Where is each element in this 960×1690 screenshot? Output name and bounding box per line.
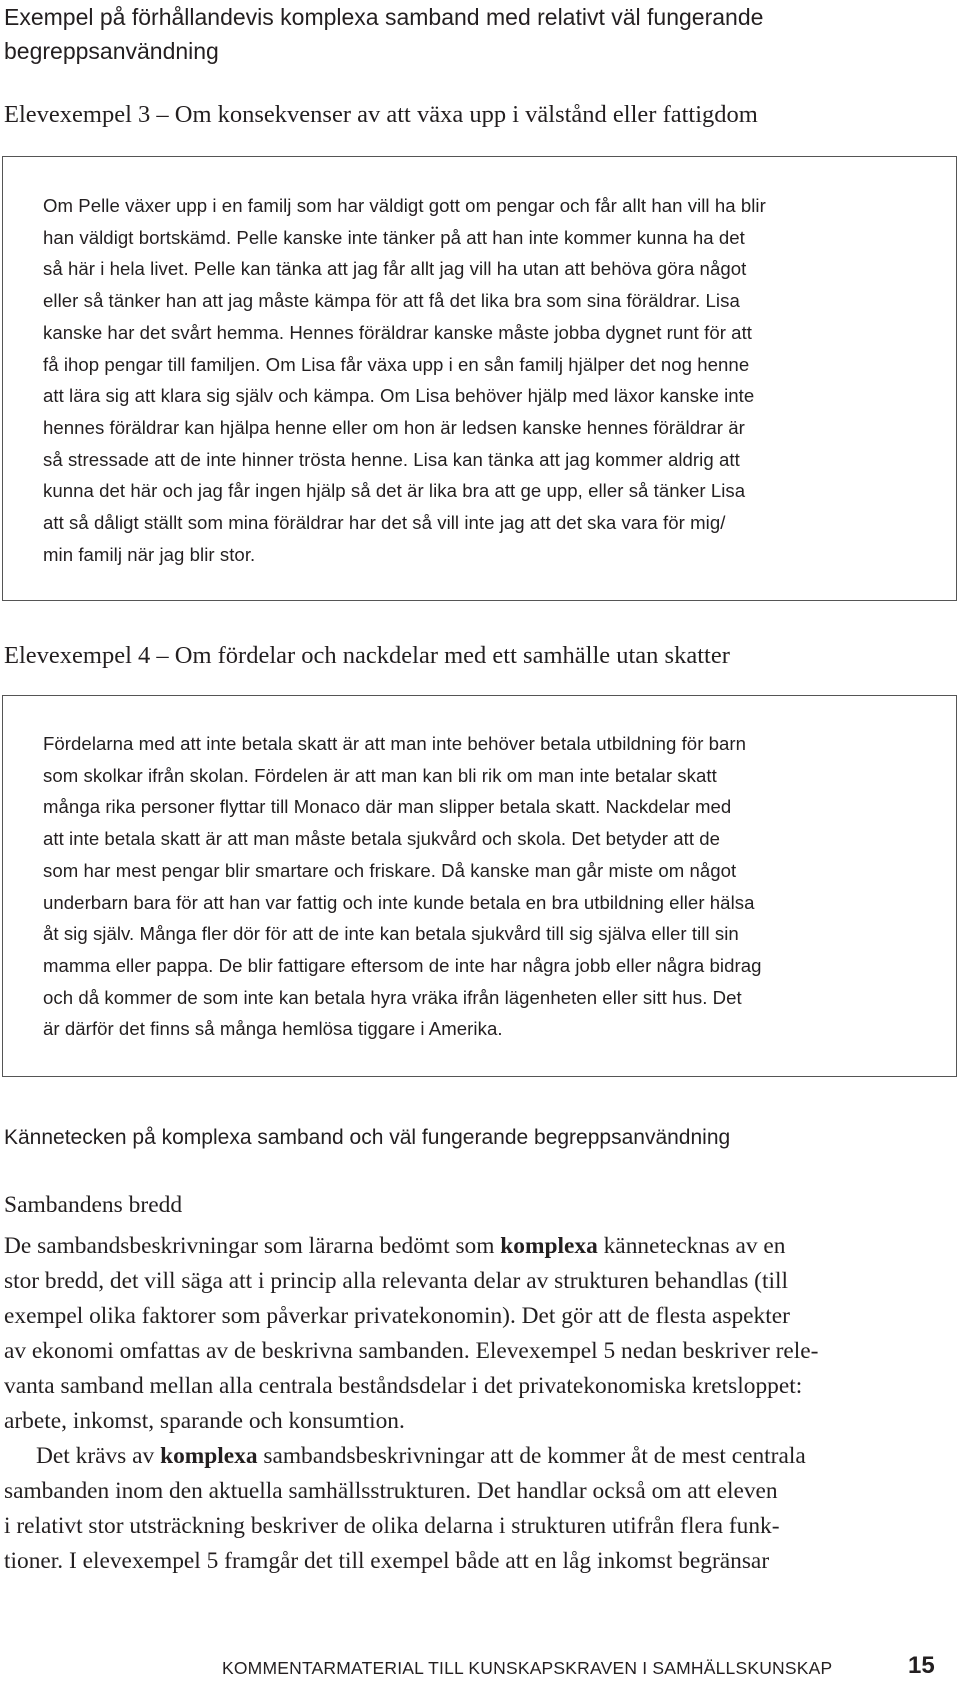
example-3-line: få ihop pengar till familjen. Om Lisa får växa upp i en sån familj hjälper det nog henne [43, 353, 750, 375]
example-4-line: och då kommer de som inte kan betala hyra vräka ifrån lägenheten eller sitt hus. Det [43, 986, 742, 1008]
example-4-line: som skolkar ifrån skolan. Fördelen är att man kan bli rik om man inte betalar skatt [43, 764, 717, 786]
example-3-line: han väldigt bortskämd. Pelle kanske inte tänker på att han inte kommer kunna ha det [43, 226, 745, 248]
example-4-heading: Elevexempel 4 – Om fördelar och nackdelar med ett samhälle utan skatter [4, 642, 730, 669]
example-4-line: som har mest pengar blir smartare och friskare. Då kanske man går miste om något [43, 859, 737, 881]
top-heading-line-2: begreppsanvändning [4, 38, 219, 64]
example-3-text [43, 190, 956, 570]
bold-term: komplexa [160, 1443, 258, 1469]
body-line: arbete, inkomst, sparande och konsumtion. [4, 1408, 405, 1434]
body-text-run: sambandsbeskrivningar att de kommer åt de mest centrala [257, 1443, 806, 1469]
body-text-run: De sambandsbeskrivningar som lärarna bedömt som [4, 1233, 501, 1259]
example-3-line: att lära sig att klara sig själv och kämpa. Om Lisa behöver hjälp med läxor kanske inte [43, 385, 755, 407]
example-3-line: så här i hela livet. Pelle kan tänka att jag får allt jag vill ha utan att behöva göra något [43, 258, 747, 280]
top-heading-line-1: Exempel på förhållandevis komplexa samband med relativt väl fungerande [4, 4, 764, 30]
example-4-line: många rika personer flyttar till Monaco där man slipper betala skatt. Nackdelar med [43, 796, 732, 818]
example-3-line: eller så tänker han att jag måste kämpa för att få det lika bra som sina föräldrar. Lisa [43, 290, 740, 312]
example-3-line: kanske har det svårt hemma. Hennes föräldrar kanske måste jobba dygnet runt för att [43, 321, 753, 343]
page-number: 15 [908, 1652, 935, 1679]
example-3-box [2, 156, 957, 601]
example-4-line: mamma eller pappa. De blir fattigare eftersom de inte har några jobb eller några bidrag [43, 954, 762, 976]
body-line: sambanden inom den aktuella samhällsstrukturen. Det handlar också om att eleven [4, 1478, 778, 1504]
example-4-line: Fördelarna med att inte betala skatt är att man inte behöver betala utbildning för barn [43, 733, 747, 754]
body-line: vanta samband mellan alla centrala beståndsdelar i det privatekonomiska kretsloppet: [4, 1373, 803, 1399]
section-subheading: Sambandens bredd [4, 1192, 183, 1218]
example-3-line: kunna det här och jag får ingen hjälp så det är lika bra att ge upp, eller så tänker Lisa [43, 480, 746, 502]
top-heading [4, 0, 934, 68]
body-text [4, 1229, 939, 1579]
body-line: exempel olika faktorer som påverkar privatekonomin). Det gör att de flesta aspekter [4, 1303, 790, 1329]
body-text-run: kännetecknas av en [597, 1233, 786, 1259]
example-4-line: underbarn bara för att han var fattig och inte kunde betala en bra utbildning eller hälsa [43, 891, 755, 913]
body-text-run: Det krävs av [36, 1443, 161, 1469]
example-4-box [2, 695, 957, 1077]
example-4-line: är därför det finns så många hemlösa tiggare i Amerika. [43, 1018, 503, 1040]
body-line: tioner. I elevexempel 5 framgår det till exempel både att en låg inkomst begränsar [4, 1548, 770, 1574]
example-3-line: att så dåligt ställt som mina föräldrar har det så vill inte jag att det ska vara för mig/ [43, 512, 726, 534]
example-3-line: Om Pelle växer upp i en familj som har väldigt gott om pengar och får allt han vill ha blir [43, 195, 766, 216]
example-4-line: att inte betala skatt är att man måste betala sjukvård och skola. Det betyder att de [43, 828, 721, 850]
body-line [4, 1229, 939, 1264]
example-3-line: min familj när jag blir stor. [43, 543, 256, 565]
bold-term: komplexa [500, 1233, 598, 1259]
body-line: stor bredd, det vill säga att i princip alla relevanta delar av strukturen behandlas (till [4, 1268, 788, 1294]
section-heading: Kännetecken på komplexa samband och väl fungerande begreppsanvändning [4, 1126, 731, 1149]
body-line: i relativt stor utsträckning beskriver de olika delarna i strukturen utifrån flera funk- [4, 1513, 780, 1539]
page-footer: KOMMENTARMATERIAL TILL KUNSKAPSKRAVEN I SAMHÄLLSKUNSKAP [222, 1658, 833, 1678]
example-4-line: åt sig själv. Många fler dör för att de inte kan betala sjukvård till sig själva eller till sin [43, 923, 739, 945]
body-line [4, 1439, 939, 1474]
example-3-line: hennes föräldrar kan hjälpa henne eller om hon är ledsen kanske hennes föräldrar är [43, 416, 745, 438]
body-line: av ekonomi omfattas av de beskrivna sambanden. Elevexempel 5 nedan beskriver rele- [4, 1338, 819, 1364]
example-3-line: så stressade att de inte hinner trösta henne. Lisa kan tänka att jag kommer aldrig att [43, 448, 740, 470]
example-3-heading: Elevexempel 3 – Om konsekvenser av att växa upp i välstånd eller fattigdom [4, 101, 758, 128]
example-4-text [43, 728, 956, 1045]
